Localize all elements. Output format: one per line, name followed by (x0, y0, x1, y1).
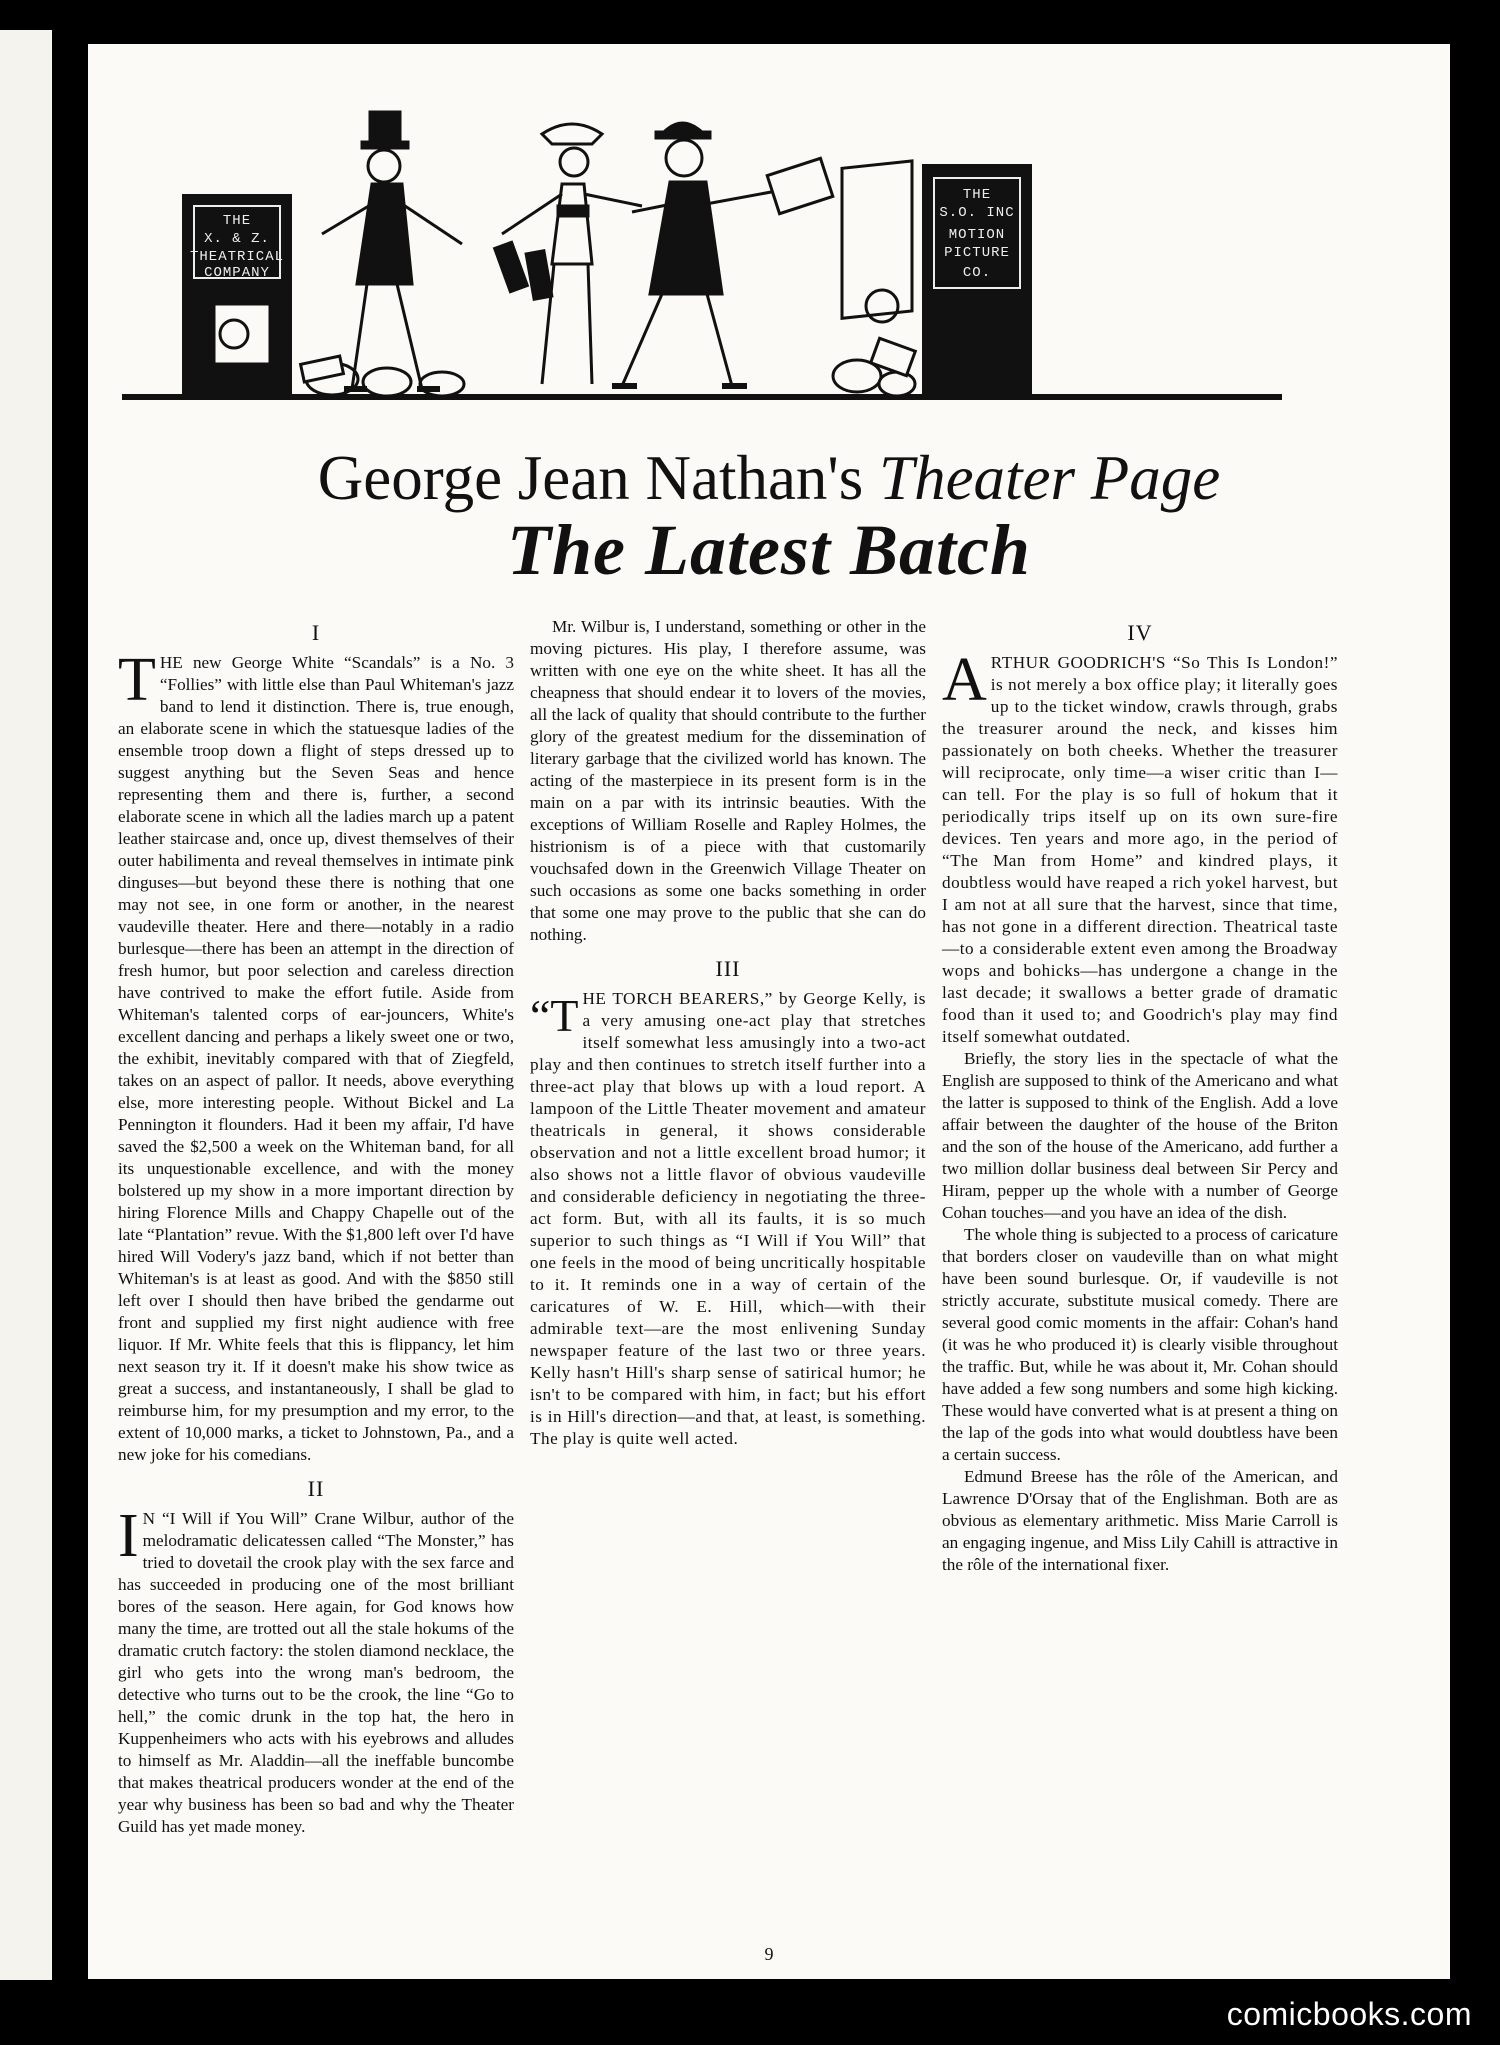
theater-cartoon-svg (122, 94, 1282, 434)
section-1-text: HE new George White “Scandals” is a No. 3 “Follies” with little else than Paul Whiteman's jazz band to lend it distinction. There is, true enough, an elaborate scene in which the statuesque ladies of the ensemble troop down a flight of steps dressed up to suggest anything but the Seven Seas and hence representing them and there is, further, a second elaborate scene in which all the ladies march up a patent leather staircase and, once up, divest themselves of their outer habilimenta and reveal themselves in intimate pink dinguses—but beyond these there is nothing that one may not see, in one form or another, in the nearest vaudeville theater. Here and there—notably in a radio burlesque—there has been an attempt in the direction of fresh humor, but poor selection and careless direction have contrived to make the effort futile. Aside from Whiteman's talented corps of ear-jouncers, White's excellent dancing and perhaps a likely sweet one or two, the exhibit, inevitably compared with that of Ziegfeld, takes on an aspect of pallor. It needs, above everything else, more interesting people. Without Bickel and La Pennington it flounders. Had it been my affair, I'd have saved the $2,500 a week on the Whiteman band, for all its unquestionable excellence, and with the money bolstered up my show in a more important direction by hiring Florence Mills and Chappy Chapelle out of the late “Plantation” revue. With the $1,800 left over I'd have hired Will Vodery's jazz band, which if not better than Whiteman's is at least as good. And with the $850 still left over I should then have bribed the gendarme out front and supplied my first night audience with free liquor. If Mr. White feels that this is flippancy, let him next season try it. If it doesn't make his show twice as great a success, and instantaneously, I shall be glad to reimburse him, for my presumption and my error, to the extent of 10,000 marks, a ticket to Johnstown, Pa., and a new joke for his comedians. (118, 653, 514, 1464)
section-2-paragraph-1 (118, 1502, 514, 1838)
left-safe-label-2: X. & Z. (204, 231, 270, 247)
section-2-text-1: N “I Will if You Will” Crane Wilbur, author of the melodramatic delicatessen called “The Monster,” has tried to dovetail the crook play with the sex farce and has succeeded in producing one of the most brilliant bores of the season. Here again, for God knows how many the time, are trotted out all the stale hokums of the dramatic crutch factory: the stolen diamond necklace, the girl who gets into the wrong man's bedroom, the detective who turns out to be the crook, the line “Go to hell,” the comic drunk in the top hat, the hero in Kuppenheimers who acts with his eyebrows and alludes to himself as Mr. Aladdin—all the ineffable buncombe that makes theatrical producers wonder at the end of the year why business has been so bad and why the Theater Guild has yet made money. (118, 1509, 514, 1836)
section-3-paragraph (530, 988, 926, 1450)
dropcap-1: T (118, 646, 156, 714)
section-1-paragraph (118, 646, 514, 1466)
section-numeral-4: IV (1127, 620, 1153, 645)
section-4-paragraph-2: Briefly, the story lies in the spectacle of what the English are supposed to think of the Americano and what the latter is supposed to think of the English. Add a love affair between the daughter of the house of the Briton and the son of the house of the Americano, add further a two million dollar business deal between Sir Percy and Hiram, pepper up the whole with a number of George Cohan touches—and you have an idea of the dish. (942, 1049, 1338, 1222)
dropcap-3: “T (530, 990, 579, 1041)
left-safe-label-4: COMPANY (204, 265, 270, 281)
site-watermark: comicbooks.com (1226, 1996, 1472, 2032)
text-column-2 (530, 616, 926, 1450)
article-headline (88, 442, 1450, 590)
headline-line-1 (88, 442, 1450, 514)
right-safe-label-1: THE (962, 187, 992, 203)
section-numeral-2: II (307, 1476, 325, 1501)
section-numeral-1: I (311, 620, 321, 645)
right-safe-label-3: MOTION (948, 227, 1006, 243)
page-number: 9 (764, 1944, 774, 1964)
section-4-text-1: RTHUR GOODRICH'S “So This Is London!” is not merely a box office play; it literally goes up to the ticket window, crawls through, grabs the treasurer around the neck, and kisses him passionately on both cheeks. Whether the treasurer will reciprocate, only time—a wiser critic than I—can tell. For the play is so full of hokum that it periodically trips itself up on its own sure-fire devices. Ten years and more ago, in the period of “The Man from Home” and kindred plays, it doubtless would have reaped a rich yokel harvest, but I am not at all sure that the harvest, since that time, has not gone in a different direction. Theatrical taste—to a considerable extent even among the Broadway wops and bohicks—has undergone a change in the last decade; it swallows a better grade of dramatic food than it used to; and Goodrich's play may find itself somewhat outdated. (942, 653, 1338, 1046)
dropcap-4: A (942, 646, 987, 714)
left-safe-label-3: THEATRICAL (189, 249, 285, 265)
right-safe-label-4: PICTURE (944, 245, 1010, 261)
section-2-paragraph-2: Mr. Wilbur is, I understand, something or other in the moving pictures. His play, I therefore assume, was written with one eye on the white sheet. It has all the cheapness that should endear it to lovers of the movies, all the lack of quality that should contribute to the further glory of the greatest medium for the dissemination of literary garbage that the civilized world has known. The acting of the masterpiece in its present form is in the main on a par with its intrinsic beauties. With the exceptions of William Roselle and Rapley Holmes, the histrionism is of a piece with that customarily vouchsafed down in the Greenwich Village Theater on such occasions as some one backs something in order that some one may prove to the public that she can do nothing. (530, 617, 926, 944)
section-4-paragraph-3: The whole thing is subjected to a process of caricature that borders closer on vaudeville than on what might have been sound burlesque. Or, if vaudeville is not strictly accurate, substitute musical comedy. There are several good comic moments in the affair: Cohan's hand (it was he who produced it) is clearly visible throughout the traffic. But, while he was about it, Mr. Cohan should have added a few song numbers and some high kicking. These would have converted what is at present a thing on the lap of the gods into what would doubtless have been a certain success. (942, 1225, 1338, 1464)
bowler-hat-man (612, 123, 833, 386)
dropcap-2: I (118, 1502, 139, 1570)
text-column-3 (942, 616, 1338, 1576)
section-4-paragraph-1 (942, 646, 1338, 1048)
section-3-text: HE TORCH BEARERS,” by George Kelly, is a very amusing one-act play that stretches itself somewhat less amusingly into a two-act play and then continues to stretch itself further into a three-act play that blows up with a loud report. A lampoon of the Little Theater movement and amateur theatricals in general, it shows considerable observation and not a little excellent broad humor; it also shows not a little flavor of obvious vaudeville and considerable deficiency in negotiating the three-act form. But, with all its faults, it is so much superior to such things as “I Will if You Will” that one feels in the mood of being uncritically hospitable to it. It reminds one in a way of certain of the caricatures of W. E. Hill, which—with their admirable text—are the most enlivening Sunday newspaper feature of the last two or three years. Kelly hasn't Hill's sharp sense of satirical humor; he isn't to be compared with him, in fact; but his effort is in Hill's direction—and that, at least, is something. The play is quite well acted. (530, 989, 926, 1448)
adjacent-page-edge (0, 30, 52, 1980)
right-safe-label-2: S.O. INC (939, 205, 1015, 221)
money-bags-right (833, 338, 915, 396)
section-numeral-3: III (715, 956, 741, 981)
magazine-page (88, 44, 1450, 1979)
section-4-paragraph-4: Edmund Breese has the rôle of the American, and Lawrence D'Orsay that of the Englishman. Both are as obvious as elementary arithmetic. Miss Marie Carroll is an engaging ingenue, and Miss Lily Cahill is attractive in the rôle of the international fixer. (942, 1467, 1338, 1574)
text-column-1 (118, 616, 514, 1838)
header-illustration (122, 94, 1282, 434)
left-safe (182, 194, 292, 394)
top-hat-man (322, 112, 462, 389)
right-safe-label-5: CO. (962, 265, 992, 281)
woman-figure (495, 124, 642, 384)
headline-author: George Jean Nathan's (317, 443, 880, 513)
left-safe-label-1: THE (222, 213, 252, 229)
headline-section: Theater Page (879, 443, 1221, 513)
headline-subtitle: The Latest Batch (507, 510, 1031, 590)
